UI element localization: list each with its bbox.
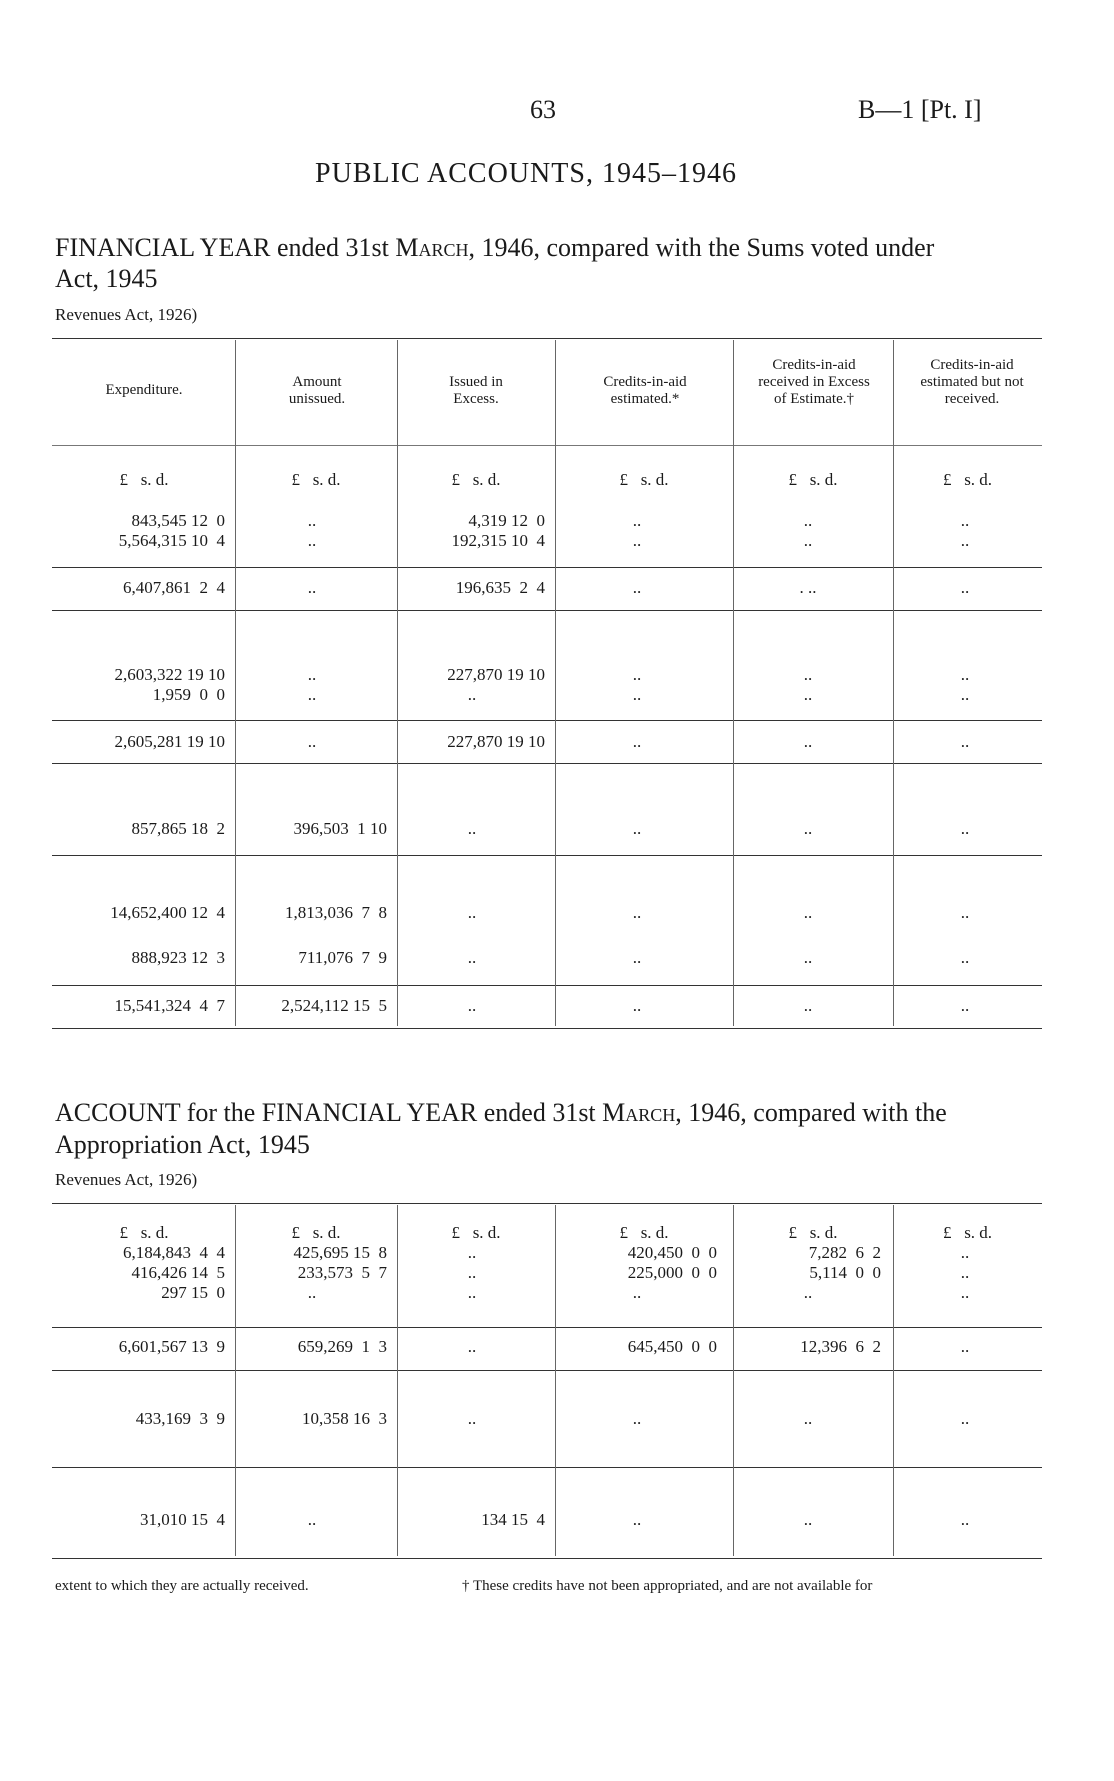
table-cell: .. — [307, 665, 317, 684]
table-cell: .. — [632, 511, 642, 530]
table-cell: .. — [632, 1510, 642, 1529]
table2-top-rule — [52, 1203, 1042, 1204]
unit-label: £ s. d. — [451, 470, 501, 489]
table-cell: 31,010 15 4 — [140, 1510, 225, 1529]
table-cell: .. — [960, 819, 970, 838]
table-cell: .. — [803, 732, 813, 751]
table-cell: .. — [960, 1283, 970, 1302]
table-cell: 857,865 18 2 — [131, 819, 225, 838]
table-cell: 6,407,861 2 4 — [123, 578, 225, 597]
section1-heading-part-b: , 1946, compared with the Sums voted under — [468, 233, 935, 262]
table-cell: 12,396 6 2 — [800, 1337, 881, 1356]
table-cell: 425,695 15 8 — [293, 1243, 387, 1262]
table2-bottom-rule — [52, 1558, 1042, 1559]
table-cell: .. — [307, 1510, 317, 1529]
col-header-issued-in-excess: Issued in Excess. — [449, 374, 503, 407]
unit-label: £ s. d. — [788, 470, 838, 489]
table-cell: .. — [467, 1263, 477, 1282]
table-cell: 2,603,322 19 10 — [114, 665, 225, 684]
table-cell: .. — [632, 903, 642, 922]
table-cell: 15,541,324 4 7 — [114, 996, 225, 1015]
table1-col-divider — [733, 340, 734, 1026]
table-cell: .. — [960, 511, 970, 530]
table2-col-divider — [555, 1205, 556, 1556]
table-cell: 134 15 4 — [481, 1510, 545, 1529]
table-cell: .. — [960, 903, 970, 922]
table-cell: 227,870 19 10 — [447, 732, 545, 751]
table-cell: .. — [960, 685, 970, 704]
unit-label: £ s. d. — [942, 470, 993, 489]
unit-label: £ s. d. — [619, 470, 669, 489]
table-cell: .. — [632, 531, 642, 550]
unit-label: £ s. d. — [788, 1223, 838, 1242]
page-reference: B—1 [Pt. I] — [858, 95, 982, 124]
unit-label: £ s. d. — [291, 470, 341, 489]
table2-col-divider — [733, 1205, 734, 1556]
table-cell: .. — [803, 903, 813, 922]
unit-label: £ s. d. — [119, 470, 169, 489]
table-cell: .. — [307, 685, 317, 704]
unit-label: £ s. d. — [291, 1223, 341, 1242]
page-number: 63 — [530, 95, 556, 124]
col-header-amount-unissued: Amount unissued. — [288, 374, 346, 407]
table-cell: .. — [307, 732, 317, 751]
unit-label: £ s. d. — [119, 1223, 169, 1242]
table2-col-divider — [893, 1205, 894, 1556]
table1-bottom-rule — [52, 1028, 1042, 1029]
table-cell: 5,564,315 10 4 — [118, 531, 225, 550]
table-cell: 6,184,843 4 4 — [123, 1243, 225, 1262]
table-cell: 888,923 12 3 — [131, 948, 225, 967]
table-cell: .. — [632, 819, 642, 838]
table1-col-divider — [893, 340, 894, 1026]
table-cell: 711,076 7 9 — [298, 948, 387, 967]
table-cell: .. — [632, 948, 642, 967]
table-cell: 233,573 5 7 — [297, 1263, 387, 1282]
table-cell: .. — [803, 948, 813, 967]
table-cell: .. — [960, 996, 970, 1015]
table-cell: 659,269 1 3 — [297, 1337, 387, 1356]
section2-heading — [55, 1097, 1055, 1128]
table-cell: 843,545 12 0 — [131, 511, 225, 530]
table-cell: .. — [307, 1283, 317, 1302]
table-cell: 10,358 16 3 — [302, 1409, 387, 1428]
table-cell: . .. — [799, 578, 817, 597]
table-cell: .. — [960, 948, 970, 967]
section1-subheading: Revenues Act, 1926) — [55, 305, 198, 324]
table-cell: 2,605,281 19 10 — [114, 732, 225, 751]
footnote-right: † These credits have not been appropriated, and are not available for — [462, 1578, 873, 1594]
section1-heading-part-a: FINANCIAL YEAR ended 31st — [55, 233, 396, 262]
table-cell: .. — [803, 996, 813, 1015]
section2-heading-month: March — [602, 1098, 676, 1127]
table-cell: 1,959 0 0 — [152, 685, 225, 704]
table-cell: .. — [803, 1283, 813, 1302]
col-header-credits-estimated: Credits-in-aid estimated.* — [603, 374, 687, 407]
unit-label: £ s. d. — [619, 1223, 669, 1242]
table-cell: .. — [960, 578, 970, 597]
table-cell: 2,524,112 15 5 — [281, 996, 387, 1015]
table-cell: .. — [467, 1283, 477, 1302]
table-cell: .. — [960, 1337, 970, 1356]
table-cell: .. — [960, 1409, 970, 1428]
section2-heading-line2: Appropriation Act, 1945 — [55, 1130, 310, 1159]
section2-heading-part-b: , 1946, compared with the — [675, 1098, 947, 1127]
table-cell: .. — [467, 948, 477, 967]
table-cell: .. — [632, 732, 642, 751]
section2-heading-part-a: ACCOUNT for the FINANCIAL YEAR ended 31st — [55, 1098, 603, 1127]
table-cell: .. — [467, 903, 477, 922]
table-cell: .. — [467, 1243, 477, 1262]
table-cell: .. — [307, 531, 317, 550]
table-cell: .. — [467, 685, 477, 704]
table-cell: .. — [467, 1409, 477, 1428]
table-cell: .. — [632, 1409, 642, 1428]
table-cell: 1,813,036 7 8 — [285, 903, 387, 922]
table-cell: 6,601,567 13 9 — [118, 1337, 225, 1356]
section1-heading — [55, 232, 1055, 263]
table-cell: .. — [307, 578, 317, 597]
table-cell: 196,635 2 4 — [455, 578, 545, 597]
col-header-expenditure: Expenditure. — [105, 382, 183, 398]
table-cell: .. — [632, 665, 642, 684]
table1-col-divider — [235, 340, 236, 1026]
table-cell: .. — [632, 1283, 642, 1302]
page-title: PUBLIC ACCOUNTS, 1945–1946 — [315, 158, 737, 189]
table-cell: .. — [632, 578, 642, 597]
table-cell: 4,319 12 0 — [468, 511, 545, 530]
table-cell: 416,426 14 5 — [131, 1263, 225, 1282]
col-header-credits-not-received: Credits-in-aid estimated but not received. — [920, 357, 1024, 407]
table1-top-rule — [52, 338, 1042, 339]
table-cell: .. — [803, 665, 813, 684]
table-cell: .. — [307, 511, 317, 530]
unit-label: £ s. d. — [942, 1223, 993, 1242]
table-cell: 227,870 19 10 — [447, 665, 545, 684]
col-header-credits-received-excess: Credits-in-aid received in Excess of Estimate.† — [758, 357, 870, 407]
table-cell: .. — [960, 531, 970, 550]
table-cell: 396,503 1 10 — [293, 819, 387, 838]
table-cell: 14,652,400 12 4 — [110, 903, 225, 922]
table-cell: .. — [960, 1510, 970, 1529]
table-cell: 433,169 3 9 — [135, 1409, 225, 1428]
table-cell: 645,450 0 0 — [627, 1337, 717, 1356]
table-cell: .. — [467, 819, 477, 838]
table1-col-divider — [397, 340, 398, 1026]
table2-col-divider — [397, 1205, 398, 1556]
table1-col-divider — [555, 340, 556, 1026]
unit-label: £ s. d. — [451, 1223, 501, 1242]
table-cell: 5,114 0 0 — [809, 1263, 881, 1282]
table-cell: .. — [803, 531, 813, 550]
table-cell: .. — [803, 685, 813, 704]
table-cell: .. — [960, 732, 970, 751]
table-cell: 297 15 0 — [161, 1283, 225, 1302]
footnote-left: extent to which they are actually received. — [55, 1578, 309, 1594]
section1-heading-line2: Act, 1945 — [55, 264, 158, 293]
table-cell: .. — [632, 996, 642, 1015]
table-cell: 225,000 0 0 — [627, 1263, 717, 1282]
table-cell: .. — [960, 665, 970, 684]
table-cell: .. — [960, 1263, 970, 1282]
table-cell: .. — [803, 819, 813, 838]
table-cell: .. — [803, 511, 813, 530]
table-cell: 7,282 6 2 — [808, 1243, 881, 1262]
table-cell: 420,450 0 0 — [627, 1243, 717, 1262]
section1-heading-month: March — [395, 233, 469, 262]
section2-subheading: Revenues Act, 1926) — [55, 1170, 198, 1189]
table-cell: .. — [467, 996, 477, 1015]
table-cell: .. — [467, 1337, 477, 1356]
table-cell: .. — [632, 685, 642, 704]
table-cell: 192,315 10 4 — [451, 531, 545, 550]
table-cell: .. — [803, 1409, 813, 1428]
table-cell: .. — [960, 1243, 970, 1262]
table2-col-divider — [235, 1205, 236, 1556]
table-cell: .. — [803, 1510, 813, 1529]
